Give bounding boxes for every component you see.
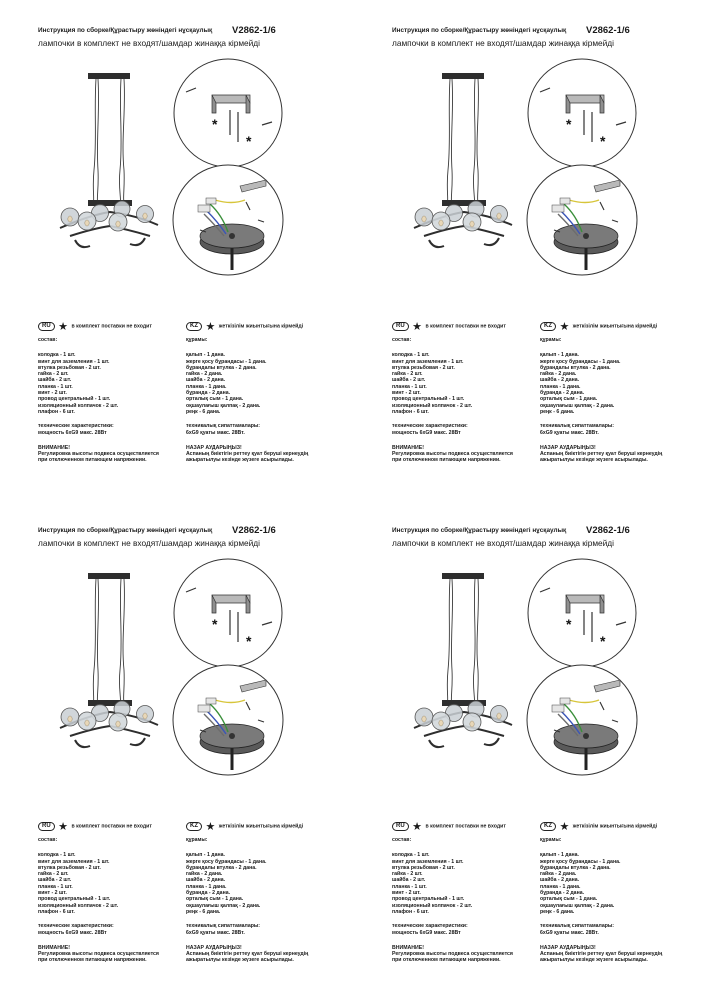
list-item: реңк - 6 дана. bbox=[540, 408, 575, 415]
page-subtitle: лампочки в комплект не входят/шамдар жинаққа кірмейді bbox=[392, 38, 614, 48]
list-item: винт для заземления - 1 шт. bbox=[392, 358, 464, 365]
list-item: гайка - 2 шт. bbox=[392, 371, 423, 378]
list-item: колодка - 1 шт. bbox=[392, 352, 430, 359]
list-item: орталық сым - 1 дана. bbox=[186, 896, 244, 903]
list-item: бұрандалы втулка - 2 дана. bbox=[186, 364, 257, 371]
list-item: планка - 1 дана. bbox=[540, 383, 581, 390]
ru-language-badge: RU bbox=[38, 822, 55, 831]
star-icon: ★ bbox=[412, 320, 422, 333]
detail-circle-wiring bbox=[527, 665, 637, 775]
list-item: бұранда - 2 дана. bbox=[540, 390, 585, 397]
list-item: провод центральный - 1 шт. bbox=[392, 896, 465, 903]
list-item: оқшаулағыш қалпақ - 2 дана. bbox=[186, 402, 261, 409]
star-icon: ★ bbox=[205, 320, 216, 333]
detail-circle-bracket bbox=[174, 559, 282, 667]
kz-parts-list bbox=[540, 852, 690, 915]
ru-parts-list bbox=[392, 352, 542, 415]
kz-warning-line: ажыратылуы кезінде жүзеге асырылады. bbox=[186, 457, 294, 464]
page-title: Инструкция по сборке/Құрастыру жөніндегі нұсқаулық bbox=[392, 527, 567, 534]
ru-warning-title: ВНИМАНИЕ! bbox=[38, 444, 70, 451]
list-item: планка - 1 дана. bbox=[186, 883, 227, 890]
ru-header bbox=[38, 822, 188, 834]
list-item: шайба - 2 шт. bbox=[392, 377, 426, 384]
chain-icon bbox=[447, 79, 479, 205]
assembly-illustration bbox=[354, 0, 707, 320]
list-item: жерге қосу бұрандасы - 1 дана. bbox=[186, 358, 267, 365]
canopy-bar-icon bbox=[88, 73, 130, 79]
list-item: изоляционный колпачок - 2 шт. bbox=[38, 902, 119, 909]
list-item: винт - 2 шт. bbox=[38, 390, 67, 397]
list-item: колодка - 1 шт. bbox=[392, 852, 430, 859]
kazakh-column bbox=[540, 322, 690, 464]
list-item: винт для заземления - 1 шт. bbox=[38, 358, 110, 365]
list-item: изоляционный колпачок - 2 шт. bbox=[392, 402, 473, 409]
list-item: плафон - 6 шт. bbox=[38, 408, 75, 415]
kz-language-badge: KZ bbox=[540, 822, 556, 831]
russian-column bbox=[38, 822, 188, 964]
star-icon: ★ bbox=[205, 820, 216, 833]
instruction-copy bbox=[354, 0, 707, 500]
page-title: Инструкция по сборке/Құрастыру жөніндегі нұсқаулық bbox=[38, 527, 213, 534]
list-item: планка - 1 шт. bbox=[392, 883, 427, 890]
detail-circle-bracket bbox=[174, 59, 282, 167]
list-item: қалып - 1 дана. bbox=[186, 352, 225, 359]
list-item: гайка - 2 дана. bbox=[540, 871, 577, 878]
list-item: шайба - 2 дана. bbox=[540, 377, 580, 384]
list-item: қалып - 1 дана. bbox=[540, 852, 579, 859]
ru-warning-line: Регулировка высоты подвеса осуществляется bbox=[38, 451, 159, 458]
ru-language-badge: RU bbox=[392, 822, 409, 831]
instruction-copy bbox=[354, 500, 707, 1000]
ru-tech-value: мощность 6хG9 макс. 28Вт bbox=[38, 929, 107, 936]
kz-warning-line: Аспаның биіктігін реттеу қуат беруші кернеудің bbox=[540, 451, 663, 458]
list-item: плафон - 6 шт. bbox=[392, 908, 429, 915]
list-item: изоляционный колпачок - 2 шт. bbox=[38, 402, 119, 409]
list-item: планка - 1 дана. bbox=[186, 383, 227, 390]
list-item: орталық сым - 1 дана. bbox=[540, 896, 598, 903]
list-item: гайка - 2 дана. bbox=[540, 371, 577, 378]
ru-warning-line: при отключенном питающем напряжении. bbox=[38, 957, 147, 964]
kz-warning-title: НАЗАР АУДАРЫҢЫЗ! bbox=[540, 444, 596, 451]
kz-warning-title: НАЗАР АУДАРЫҢЫЗ! bbox=[186, 444, 242, 451]
list-item: провод центральный - 1 шт. bbox=[392, 396, 465, 403]
ru-tech-value: мощность 6хG9 макс. 28Вт bbox=[392, 929, 461, 936]
kz-header bbox=[540, 822, 690, 834]
kz-warning-line: Аспаның биіктігін реттеу қуат беруші кернеудің bbox=[186, 951, 309, 958]
star-icon: ★ bbox=[559, 820, 570, 833]
russian-column bbox=[38, 322, 188, 464]
russian-column bbox=[392, 322, 542, 464]
list-item: планка - 1 дана. bbox=[540, 883, 581, 890]
list-item: бұранда - 2 дана. bbox=[540, 890, 585, 897]
list-item: гайка - 2 шт. bbox=[38, 871, 69, 878]
detail-star-icon: * bbox=[246, 133, 252, 149]
list-item: шайба - 2 дана. bbox=[186, 877, 226, 884]
star-icon: ★ bbox=[412, 820, 422, 833]
detail-circle-wiring bbox=[527, 165, 637, 275]
ru-warning-line: при отключенном питающем напряжении. bbox=[392, 957, 501, 964]
list-item: бұранда - 2 дана. bbox=[186, 890, 231, 897]
ru-not-included-note: в комплект поставки не входит bbox=[425, 323, 506, 330]
detail-star-icon: * bbox=[212, 616, 218, 632]
kz-not-included-note: жеткізілім жиынтығына кірмейді bbox=[572, 323, 658, 330]
list-item: втулка резьбовая - 2 шт. bbox=[38, 364, 101, 371]
page-title: Инструкция по сборке/Құрастыру жөніндегі нұсқаулық bbox=[38, 27, 213, 34]
chain-icon bbox=[447, 579, 479, 705]
kz-composition-title: құрамы: bbox=[540, 337, 562, 343]
list-item: шайба - 2 дана. bbox=[186, 377, 226, 384]
list-item: оқшаулағыш қалпақ - 2 дана. bbox=[540, 902, 615, 909]
ru-language-badge: RU bbox=[38, 322, 55, 331]
ru-language-badge: RU bbox=[392, 322, 409, 331]
ru-header bbox=[38, 322, 188, 334]
kz-tech-title: техникалық сипаттамалары: bbox=[540, 423, 615, 430]
list-item: шайба - 2 шт. bbox=[38, 377, 72, 384]
ru-parts-list bbox=[38, 352, 188, 415]
detail-star-icon: * bbox=[600, 133, 606, 149]
list-item: бұранда - 2 дана. bbox=[186, 390, 231, 397]
list-item: оқшаулағыш қалпақ - 2 дана. bbox=[540, 402, 615, 409]
list-item: винт - 2 шт. bbox=[38, 890, 67, 897]
list-item: жерге қосу бұрандасы - 1 дана. bbox=[186, 858, 267, 865]
model-number: V2862-1/6 bbox=[232, 525, 276, 536]
list-item: бұрандалы втулка - 2 дана. bbox=[540, 364, 611, 371]
kz-tech-value: 6хG9 қуаты макс. 28Вт. bbox=[540, 429, 599, 436]
detail-circle-wiring bbox=[173, 165, 283, 275]
kz-tech-title: техникалық сипаттамалары: bbox=[186, 423, 261, 430]
list-item: гайка - 2 дана. bbox=[186, 871, 223, 878]
model-number: V2862-1/6 bbox=[232, 25, 276, 36]
list-item: реңк - 6 дана. bbox=[186, 408, 221, 415]
list-item: колодка - 1 шт. bbox=[38, 852, 76, 859]
list-item: реңк - 6 дана. bbox=[186, 908, 221, 915]
assembly-illustration bbox=[0, 500, 353, 820]
kz-header bbox=[186, 822, 336, 834]
page-title: Инструкция по сборке/Құрастыру жөніндегі нұсқаулық bbox=[392, 27, 567, 34]
kz-tech-value: 6хG9 қуаты макс. 28Вт. bbox=[186, 929, 245, 936]
list-item: гайка - 2 дана. bbox=[186, 371, 223, 378]
list-item: шайба - 2 шт. bbox=[38, 877, 72, 884]
kazakh-column bbox=[540, 822, 690, 964]
ru-not-included-note: в комплект поставки не входит bbox=[71, 323, 152, 330]
page-subtitle: лампочки в комплект не входят/шамдар жинаққа кірмейді bbox=[38, 38, 260, 48]
list-item: втулка резьбовая - 2 шт. bbox=[392, 364, 455, 371]
list-item: қалып - 1 дана. bbox=[186, 852, 225, 859]
list-item: жерге қосу бұрандасы - 1 дана. bbox=[540, 358, 621, 365]
ru-not-included-note: в комплект поставки не входит bbox=[71, 823, 152, 830]
star-icon: ★ bbox=[58, 320, 68, 333]
ru-tech-title: технические характеристики: bbox=[38, 923, 114, 930]
assembly-illustration bbox=[354, 500, 707, 820]
kz-warning-title: НАЗАР АУДАРЫҢЫЗ! bbox=[186, 944, 242, 951]
ru-warning-line: Регулировка высоты подвеса осуществляется bbox=[392, 451, 513, 458]
canopy-bar-icon bbox=[442, 573, 484, 579]
kazakh-column bbox=[186, 322, 336, 464]
kazakh-column bbox=[186, 822, 336, 964]
ru-tech-title: технические характеристики: bbox=[392, 423, 468, 430]
kz-warning-line: Аспаның биіктігін реттеу қуат беруші кернеудің bbox=[186, 451, 309, 458]
chain-icon bbox=[93, 79, 125, 205]
model-number: V2862-1/6 bbox=[586, 525, 630, 536]
list-item: плафон - 6 шт. bbox=[392, 408, 429, 415]
list-item: бұрандалы втулка - 2 дана. bbox=[540, 864, 611, 871]
kz-not-included-note: жеткізілім жиынтығына кірмейді bbox=[572, 823, 658, 830]
detail-star-icon: * bbox=[212, 116, 218, 132]
list-item: планка - 1 шт. bbox=[38, 883, 73, 890]
kz-tech-value: 6хG9 қуаты макс. 28Вт. bbox=[540, 929, 599, 936]
ru-warning-line: Регулировка высоты подвеса осуществляется bbox=[38, 951, 159, 958]
ru-warning-line: Регулировка высоты подвеса осуществляется bbox=[392, 951, 513, 958]
list-item: винт - 2 шт. bbox=[392, 890, 421, 897]
detail-circle-bracket bbox=[528, 59, 636, 167]
kz-parts-list bbox=[540, 352, 690, 415]
kz-tech-title: техникалық сипаттамалары: bbox=[540, 923, 615, 930]
list-item: шайба - 2 дана. bbox=[540, 877, 580, 884]
list-item: оқшаулағыш қалпақ - 2 дана. bbox=[186, 902, 261, 909]
ru-warning-line: при отключенном питающем напряжении. bbox=[38, 457, 147, 464]
page-subtitle: лампочки в комплект не входят/шамдар жинаққа кірмейді bbox=[392, 538, 614, 548]
kz-language-badge: KZ bbox=[540, 322, 556, 331]
kz-language-badge: KZ bbox=[186, 822, 202, 831]
kz-warning-line: ажыратылуы кезінде жүзеге асырылады. bbox=[186, 957, 294, 964]
list-item: планка - 1 шт. bbox=[392, 383, 427, 390]
ru-tech-title: технические характеристики: bbox=[38, 423, 114, 430]
list-item: бұрандалы втулка - 2 дана. bbox=[186, 864, 257, 871]
ru-warning-title: ВНИМАНИЕ! bbox=[38, 944, 70, 951]
kz-parts-list bbox=[186, 852, 336, 915]
list-item: жерге қосу бұрандасы - 1 дана. bbox=[540, 858, 621, 865]
star-icon: ★ bbox=[58, 820, 68, 833]
ru-warning-title: ВНИМАНИЕ! bbox=[392, 444, 424, 451]
kz-warning-line: Аспаның биіктігін реттеу қуат беруші кернеудің bbox=[540, 951, 663, 958]
kz-not-included-note: жеткізілім жиынтығына кірмейді bbox=[218, 323, 304, 330]
list-item: планка - 1 шт. bbox=[38, 383, 73, 390]
ru-parts-list bbox=[392, 852, 542, 915]
ru-tech-title: технические характеристики: bbox=[392, 923, 468, 930]
kz-header bbox=[186, 322, 336, 334]
detail-star-icon: * bbox=[600, 633, 606, 649]
list-item: колодка - 1 шт. bbox=[38, 352, 76, 359]
russian-column bbox=[392, 822, 542, 964]
list-item: втулка резьбовая - 2 шт. bbox=[38, 864, 101, 871]
detail-circle-wiring bbox=[173, 665, 283, 775]
list-item: винт для заземления - 1 шт. bbox=[38, 858, 110, 865]
kz-header bbox=[540, 322, 690, 334]
list-item: шайба - 2 шт. bbox=[392, 877, 426, 884]
detail-star-icon: * bbox=[566, 116, 572, 132]
kz-composition-title: құрамы: bbox=[186, 837, 208, 843]
list-item: қалып - 1 дана. bbox=[540, 352, 579, 359]
canopy-bar-icon bbox=[88, 573, 130, 579]
ru-warning-title: ВНИМАНИЕ! bbox=[392, 944, 424, 951]
list-item: провод центральный - 1 шт. bbox=[38, 396, 111, 403]
ru-composition-title: состав: bbox=[38, 337, 58, 343]
ru-tech-value: мощность 6хG9 макс. 28Вт bbox=[392, 429, 461, 436]
list-item: изоляционный колпачок - 2 шт. bbox=[392, 902, 473, 909]
star-icon: ★ bbox=[559, 320, 570, 333]
kz-warning-title: НАЗАР АУДАРЫҢЫЗ! bbox=[540, 944, 596, 951]
ru-not-included-note: в комплект поставки не входит bbox=[425, 823, 506, 830]
ru-composition-title: состав: bbox=[392, 837, 412, 843]
detail-circle-bracket bbox=[528, 559, 636, 667]
ru-header bbox=[392, 322, 542, 334]
list-item: орталық сым - 1 дана. bbox=[540, 396, 598, 403]
ru-warning-line: при отключенном питающем напряжении. bbox=[392, 457, 501, 464]
ru-header bbox=[392, 822, 542, 834]
chain-icon bbox=[93, 579, 125, 705]
detail-star-icon: * bbox=[566, 616, 572, 632]
list-item: гайка - 2 шт. bbox=[38, 371, 69, 378]
kz-composition-title: құрамы: bbox=[540, 837, 562, 843]
kz-not-included-note: жеткізілім жиынтығына кірмейді bbox=[218, 823, 304, 830]
list-item: орталық сым - 1 дана. bbox=[186, 396, 244, 403]
list-item: провод центральный - 1 шт. bbox=[38, 896, 111, 903]
canopy-bar-icon bbox=[442, 73, 484, 79]
kz-warning-line: ажыратылуы кезінде жүзеге асырылады. bbox=[540, 957, 648, 964]
page-subtitle: лампочки в комплект не входят/шамдар жинаққа кірмейді bbox=[38, 538, 260, 548]
kz-tech-value: 6хG9 қуаты макс. 28Вт. bbox=[186, 429, 245, 436]
instruction-copy bbox=[0, 500, 353, 1000]
ru-parts-list bbox=[38, 852, 188, 915]
list-item: винт - 2 шт. bbox=[392, 390, 421, 397]
list-item: гайка - 2 шт. bbox=[392, 871, 423, 878]
kz-composition-title: құрамы: bbox=[186, 337, 208, 343]
kz-language-badge: KZ bbox=[186, 322, 202, 331]
list-item: винт для заземления - 1 шт. bbox=[392, 858, 464, 865]
list-item: плафон - 6 шт. bbox=[38, 908, 75, 915]
list-item: реңк - 6 дана. bbox=[540, 908, 575, 915]
ru-composition-title: состав: bbox=[38, 837, 58, 843]
detail-star-icon: * bbox=[246, 633, 252, 649]
instruction-copy bbox=[0, 0, 353, 500]
kz-tech-title: техникалық сипаттамалары: bbox=[186, 923, 261, 930]
model-number: V2862-1/6 bbox=[586, 25, 630, 36]
ru-composition-title: состав: bbox=[392, 337, 412, 343]
list-item: втулка резьбовая - 2 шт. bbox=[392, 864, 455, 871]
assembly-illustration bbox=[0, 0, 353, 320]
kz-warning-line: ажыратылуы кезінде жүзеге асырылады. bbox=[540, 457, 648, 464]
kz-parts-list bbox=[186, 352, 336, 415]
ru-tech-value: мощность 6хG9 макс. 28Вт bbox=[38, 429, 107, 436]
